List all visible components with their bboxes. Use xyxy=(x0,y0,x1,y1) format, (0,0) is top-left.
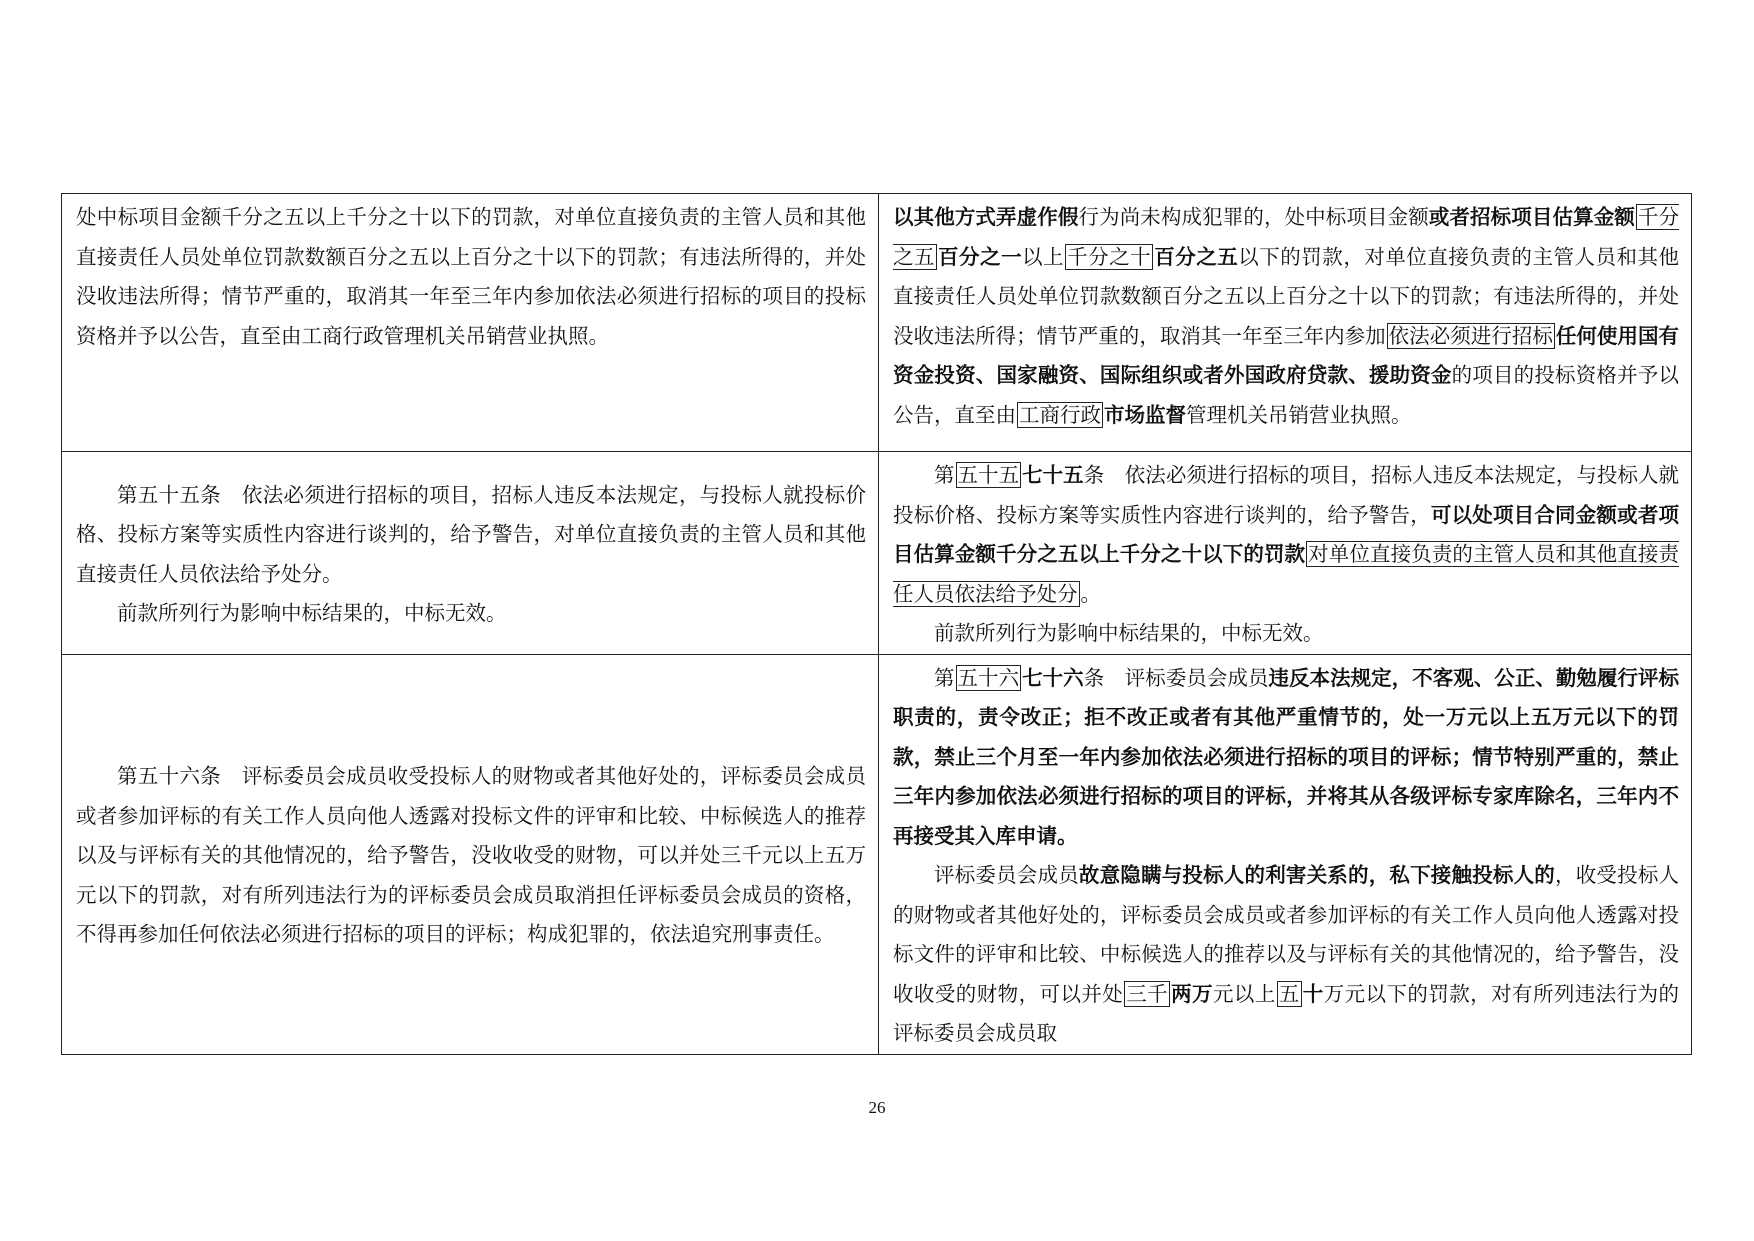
boxed-deleted-text: 对单位直接负责的主管人员和其他直接责任人员依法给予处分 xyxy=(893,542,1680,606)
article-76-paragraph xyxy=(893,659,1679,857)
boxed-deleted-text: 工商行政 xyxy=(1019,402,1101,427)
original-text-cell xyxy=(62,194,879,452)
bold-added-text: 七十六 xyxy=(1022,665,1084,690)
revised-text-cell xyxy=(879,452,1692,655)
boxed-deleted-text: 依法必须进行招标 xyxy=(1388,323,1553,348)
boxed-deleted-text: 五十五 xyxy=(957,463,1020,487)
boxed-deleted-text: 五十六 xyxy=(957,665,1020,690)
text-run: 。 xyxy=(1080,581,1101,606)
bold-added-text: 市场监督 xyxy=(1104,402,1186,427)
boxed-deleted-text: 五 xyxy=(1278,981,1300,1006)
bold-added-text: 百分之五 xyxy=(1154,244,1239,269)
page-number: 26 xyxy=(868,1098,886,1117)
table-row xyxy=(62,452,1692,655)
boxed-deleted-text: 千分之十 xyxy=(1067,244,1152,269)
paragraph xyxy=(893,198,1679,435)
article-55-second-paragraph: 前款所列行为影响中标结果的，中标无效。 xyxy=(117,601,507,626)
article-55-paragraph: 第五十五条 依法必须进行招标的项目，招标人违反本法规定，与投标人就投标价格、投标方案等实质性内容进行谈判的，给予警告，对单位直接负责的主管人员和其他直接责任人员依法给予处分。 xyxy=(76,482,866,586)
article-76-second-paragraph xyxy=(893,856,1679,1054)
text-run: ，收受投标人的财物或者其他好处的，评标委员会成员或者参加评标的有关工作人员向他人透露对投标文件的评审和比较、中标候选人的推荐以及与评标有关的其他情况的，给予警告，没收收受的财物，可以并处 xyxy=(893,863,1680,1006)
paragraph: 处中标项目金额千分之五以上千分之十以下的罚款，对单位直接负责的主管人员和其他直接责任人员处单位罚款数额百分之五以上百分之十以下的罚款；有违法所得的，并处没收违法所得；情节严重的，取消其一年至三年内参加依法必须进行招标的项目的投标资格并予以公告，直至由工商行政管理机关吊销营业执照。 xyxy=(76,205,866,348)
revised-text-cell xyxy=(879,654,1692,1054)
bold-added-text: 违反本法规定，不客观、公正、勤勉履行评标职责的，责令改正；拒不改正或者有其他严重情节的，处一万元以上五万元以下的罚款，禁止三个月至一年内参加依法必须进行招标的项目的评标；情节特别严重的，禁止三年内参加依法必须进行招标的项目的评标，并将其从各级评标专家库除名，三年内不再接受其入库申请。 xyxy=(893,665,1680,848)
text-run: 第 xyxy=(934,665,955,690)
boxed-deleted-text: 三千 xyxy=(1126,981,1169,1006)
text-run: 万元以下的罚款，对有所列违法行为的评标委员会成员取 xyxy=(893,981,1680,1045)
text-run: 评标委员会成员 xyxy=(934,863,1079,887)
text-run: 元以上 xyxy=(1213,981,1276,1006)
text-run: 第 xyxy=(934,463,955,487)
text-run: 条 评标委员会成员 xyxy=(1083,665,1269,690)
boxed-deleted-text: 千分之五 xyxy=(893,205,1680,269)
revised-text-cell xyxy=(879,194,1692,452)
text-run: 管理机关吊销营业执照。 xyxy=(1186,402,1412,427)
original-text-cell xyxy=(62,452,879,655)
article-75-paragraph xyxy=(893,456,1679,614)
bold-added-text: 故意隐瞒与投标人的利害关系的，私下接触投标人的 xyxy=(1078,863,1556,887)
bold-added-text: 任何使用国有资金投资、国家融资、国际组织或者外国政府贷款、援助资金 xyxy=(893,323,1680,387)
text-run: 以下的罚款，对单位直接负责的主管人员和其他直接责任人员处单位罚款数额百分之五以上百分之十以下的罚款；有违法所得的，并处没收违法所得；情节严重的，取消其一年至三年内参加 xyxy=(893,244,1680,348)
bold-added-text: 或者招标项目估算金额 xyxy=(1428,205,1635,229)
bold-added-text: 两万 xyxy=(1171,981,1213,1006)
text-run: 行为尚未构成犯罪的，处中标项目金额 xyxy=(1078,205,1429,229)
article-75-second-paragraph: 前款所列行为影响中标结果的，中标无效。 xyxy=(934,621,1324,645)
text-run: 以上 xyxy=(1022,244,1065,269)
article-56-paragraph: 第五十六条 评标委员会成员收受投标人的财物或者其他好处的，评标委员会成员或者参加评标的有关工作人员向他人透露对投标文件的评审和比较、中标候选人的推荐以及与评标有关的其他情况的，给予警告，没收收受的财物，可以并处三千元以上五万元以下的罚款，对有所列违法行为的评标委员会成员取消担任评标委员会成员的资格，不得再参加任何依法必须进行招标的项目的评标；构成犯罪的，依法追究刑事责任。 xyxy=(76,764,866,947)
text-run: 条 依法必须进行招标的项目，招标人违反本法规定，与投标人就投标价格、投标方案等实质性内容进行谈判的，给予警告， xyxy=(893,463,1680,527)
table-row xyxy=(62,654,1692,1054)
bold-added-text: 以其他方式弄虚作假 xyxy=(893,205,1079,229)
original-text-cell xyxy=(62,654,879,1054)
table-row xyxy=(62,194,1692,452)
bold-added-text: 七十五 xyxy=(1022,463,1084,487)
comparison-table xyxy=(61,193,1692,1055)
bold-added-text: 十 xyxy=(1302,981,1324,1006)
bold-added-text: 可以处项目合同金额或者项目估算金额千分之五以上千分之十以下的罚款 xyxy=(893,502,1680,566)
text-run: 的项目的投标资格并予以公告，直至由 xyxy=(893,363,1680,427)
bold-added-text: 百分之一 xyxy=(938,244,1023,269)
